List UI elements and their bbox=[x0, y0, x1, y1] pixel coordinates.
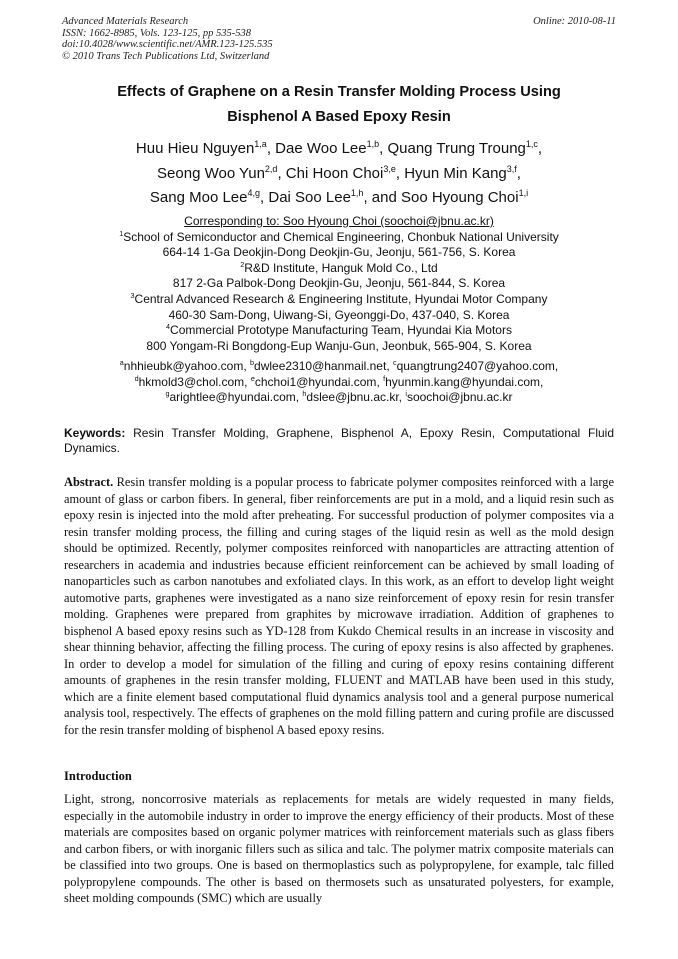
affiliation-sup: 1 bbox=[119, 228, 124, 238]
author-name: Dai Soo Lee bbox=[268, 189, 351, 206]
email-link[interactable]: chchoi1@hyundai.com bbox=[254, 374, 377, 389]
email-link[interactable]: hyunmin.kang@hyundai.com bbox=[385, 374, 541, 389]
author-name: Dae Woo Lee bbox=[275, 140, 367, 157]
author-name: Seong Woo Yun bbox=[157, 164, 265, 182]
email-link[interactable]: nhhieubk@yahoo.com bbox=[123, 359, 244, 373]
affiliation-2-address: 817 2-Ga Palbok-Dong Deokjin-Gu, Jeonju, 561-844, S. Korea bbox=[172, 276, 506, 291]
email-line-2: $^d$hkmold3@chol.com, $^e$chchoi1@hyundai.com, $^f$hyunmin.kang@hyundai.com, bbox=[134, 373, 544, 389]
email-sup: i bbox=[405, 389, 407, 398]
author-sup: 2,d bbox=[264, 163, 278, 174]
affiliation-name: School of Semiconductor and Chemical Engineering, Chonbuk National University bbox=[123, 229, 559, 244]
email-line-3: $^g$arightlee@hyundai.com, $^h$dslee@jbnu.ac.kr, $^i$soochoi@jbnu.ac.kr bbox=[165, 389, 513, 404]
email-sup: h bbox=[302, 389, 307, 398]
author-connector: and bbox=[371, 189, 397, 206]
email-sup: g bbox=[165, 389, 170, 398]
introduction-text: Light, strong, noncorrosive materials as replacements for metals are widely requested in many fields, especially in the automobile industry in order to improve the energy efficiency of their products. Most of these materials are composites based on organic polymer matrices with reinforcement materials such as glass fibers and carbon fibers, or with inorganic fillers such as silica and talc. The polymer matrix composite materials can be classified into two groups. One is based on thermoplastics such as polypropylene, for example, talc filled polypropylene compounds. The other is based on thermosets such as unsaturated polyesters, for example, sheet molding compounds (SMC) which are usually bbox=[64, 792, 614, 905]
affiliation-1-address: 664-14 1-Ga Deokjin-Dong Deokjin-Gu, Jeonju, 561-756, S. Korea bbox=[162, 245, 516, 260]
author-sup: 1,c bbox=[525, 139, 538, 149]
author-name: Soo Hyoung Choi bbox=[400, 189, 519, 206]
keywords bbox=[64, 426, 614, 455]
affiliation-name: Commercial Prototype Manufacturing Team, Hyundai Kia Motors bbox=[170, 323, 512, 338]
email-sup: c bbox=[392, 358, 397, 367]
abstract-label: Abstract. bbox=[64, 475, 114, 489]
email-link[interactable]: hkmold3@chol.com bbox=[138, 374, 245, 389]
journal-name: Advanced Materials Research bbox=[62, 16, 189, 27]
affiliation-1-name bbox=[40, 230, 638, 246]
email-link[interactable]: arightlee@hyundai.com bbox=[169, 390, 296, 404]
keywords-label: Keywords: bbox=[64, 426, 126, 440]
author-sup: 1,i bbox=[518, 188, 529, 198]
keywords-text: Resin Transfer Molding, Graphene, Bisphenol A, Epoxy Resin, Computational Fluid Dynamics. bbox=[64, 426, 614, 455]
affiliation-name: R&D Institute, Hanguk Mold Co., Ltd bbox=[244, 260, 438, 275]
author-line-3: Sang Moo Lee$^{4,g}$, Dai Soo Lee$^{1,h}$, and Soo Hyoung Choi$^{1,i}$ bbox=[149, 188, 529, 206]
email-line-1: $^a$nhhieubk@yahoo.com, $^b$dwlee2310@hanmail.net, $^c$quangtrung2407@yahoo.com, bbox=[119, 358, 559, 373]
journal-header bbox=[62, 16, 273, 62]
paper-title bbox=[40, 80, 638, 130]
author-sup: 3,e bbox=[383, 163, 396, 174]
email-link[interactable]: quangtrung2407@yahoo.com bbox=[396, 359, 555, 373]
email-link[interactable]: soochoi@jbnu.ac.kr bbox=[406, 390, 513, 404]
author-sup: 1,a bbox=[254, 139, 267, 149]
author-list bbox=[40, 137, 638, 211]
online-date: Online: 2010-08-11 bbox=[533, 16, 616, 27]
author-name: Chi Hoon Choi bbox=[285, 164, 384, 182]
affiliation-sup: 3 bbox=[130, 290, 135, 300]
title-line-1: Effects of Graphene on a Resin Transfer Molding Process Using bbox=[117, 84, 561, 100]
author-sup: 4,g bbox=[247, 188, 261, 198]
corresponding-author[interactable]: Corresponding to: Soo Hyoung Choi (soochoi@jbnu.ac.kr) bbox=[184, 214, 494, 228]
affiliation-3-name bbox=[40, 292, 638, 308]
email-list bbox=[40, 359, 638, 406]
email-sup: b bbox=[250, 358, 255, 367]
affiliation-2-name bbox=[40, 261, 638, 277]
email-sup: e bbox=[250, 373, 255, 383]
affiliation-sup: 2 bbox=[240, 259, 245, 269]
affiliation-4-name bbox=[40, 323, 638, 339]
doi-link[interactable]: doi:10.4028/www.scientific.net/AMR.123-125.535 bbox=[62, 39, 273, 50]
affiliation-name: Central Advanced Research & Engineering Institute, Hyundai Motor Company bbox=[134, 291, 548, 306]
title-line-2: Bisphenol A Based Epoxy Resin bbox=[227, 109, 451, 125]
author-line-2: Seong Woo Yun$^{2,d}$, Chi Hoon Choi$^{3,e}$, Hyun Min Kang$^{3,f}$, bbox=[157, 163, 521, 182]
author-sup: 1,h bbox=[350, 188, 364, 198]
email-link[interactable]: dslee@jbnu.ac.kr bbox=[306, 390, 399, 404]
email-sup: f bbox=[383, 373, 386, 383]
author-name: Hyun Min Kang bbox=[404, 164, 507, 182]
author-sup: 3,f bbox=[506, 163, 517, 174]
affiliations bbox=[40, 214, 638, 354]
introduction-heading: Introduction bbox=[64, 769, 132, 783]
email-sup: d bbox=[134, 373, 139, 383]
author-line-1: Huu Hieu Nguyen$^{1,a}$, Dae Woo Lee$^{1,b}$, Quang Trung Troung$^{1,c}$, bbox=[135, 139, 543, 157]
author-sup: 1,b bbox=[366, 139, 380, 149]
author-name: Sang Moo Lee bbox=[149, 189, 248, 206]
email-link[interactable]: dwlee2310@hanmail.net bbox=[254, 359, 387, 373]
affiliation-4-address: 800 Yongam-Ri Bongdong-Eup Wanju-Gun, Jeonbuk, 565-904, S. Korea bbox=[146, 338, 532, 353]
author-name: Quang Trung Troung bbox=[387, 140, 526, 157]
author-name: Huu Hieu Nguyen bbox=[135, 140, 255, 157]
abstract bbox=[64, 474, 614, 738]
copyright-line: © 2010 Trans Tech Publications Ltd, Switzerland bbox=[62, 50, 270, 62]
abstract-text: Resin transfer molding is a popular process to fabricate polymer composites reinforced with a large amount of glass or carbon fibers. In general, fiber reinforcements are put in a mold, and a liquid resin such as epoxy resin is injected into the mold after preheating. For successful production of polymer composites via a resin transfer molding process, the filling and curing stages of the liquid resin as well as the mold design should be optimized. Recently, polymer composites reinforced with nanoparticles are attracting attention of researchers in academia and industries because efficient reinforcement can be achieved by small loading of nanoparticles such as carbon nanotubes and exfoliated clays. In this work, as an effort to develop light weight automotive parts, graphenes were investigated as a nano size reinforcement of epoxy resin for resin transfer molding. Graphenes were prepared from graphites by microwave irradiation. Addition of graphenes to bisphenol A based epoxy resins such as YD-128 from Kukdo Chemical results in an increase in viscosity and shear thinning behavior, affecting the filling process. The curing of epoxy resins is also affected by graphenes. In order to develop a model for simulation of the filling and curing of epoxy resins containing different amounts of graphenes in the resin transfer molding, FLUENT and MATLAB have been used in this study, which are a finite element based computational fluid dynamics analysis tool and a general purpose numerical analysis tool, respectively. The effects of graphenes on the mold filling pattern and curing profile are discussed for the resin transfer molding of bisphenol A based epoxy resins. bbox=[64, 475, 614, 737]
affiliation-3-address: 460-30 Sam-Dong, Uiwang-Si, Gyeonggi-Do, 437-040, S. Korea bbox=[168, 307, 510, 322]
email-sup: a bbox=[119, 358, 124, 367]
issn-line[interactable]: ISSN: 1662-8985, Vols. 123-125, pp 535-538 bbox=[62, 27, 251, 39]
affiliation-sup: 4 bbox=[166, 322, 171, 332]
